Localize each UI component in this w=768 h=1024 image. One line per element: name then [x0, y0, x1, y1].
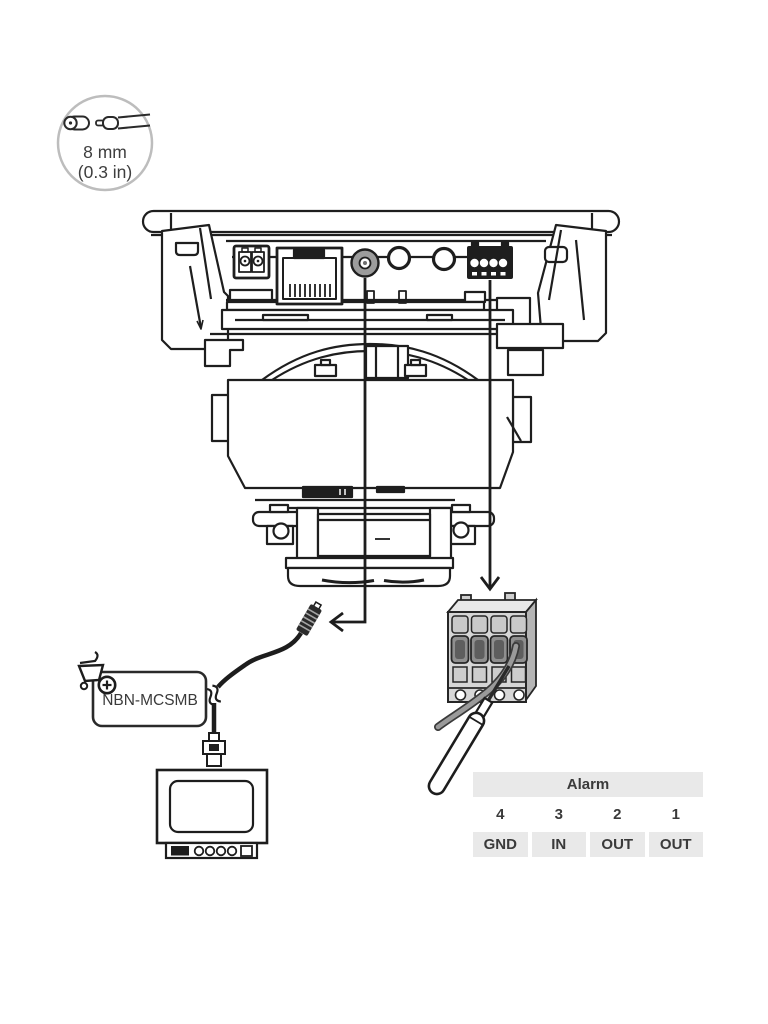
pin-function: OUT — [649, 832, 704, 857]
alarm-pin-table — [473, 772, 703, 857]
pin-number: 2 — [613, 806, 622, 823]
cable-diameter-callout — [58, 96, 152, 190]
alarm-table-title: Alarm — [473, 772, 703, 797]
coax-cable — [218, 633, 301, 687]
bnc-connector — [203, 733, 225, 766]
mounting-flange — [143, 211, 619, 235]
accessory-model-label: NBN-MCSMB — [102, 692, 198, 709]
pin-number: 3 — [554, 806, 563, 823]
audio-out-connector — [434, 249, 455, 270]
video-cable-assembly — [157, 600, 324, 858]
audio-in-connector — [389, 248, 410, 269]
ethernet-rj45-port — [277, 248, 342, 304]
cable-diameter-label-in: (0.3 in) — [77, 162, 133, 182]
bottom-cap — [288, 568, 450, 586]
pin-function: GND — [473, 832, 528, 857]
lens-assembly — [253, 487, 494, 586]
pin-function: IN — [532, 832, 587, 857]
accessory-box — [79, 652, 206, 726]
camera-illustration — [143, 211, 619, 586]
video-out-connector — [352, 250, 379, 277]
smb-connector — [296, 600, 324, 636]
cable-diameter-label-mm: 8 mm — [83, 142, 127, 162]
pin-number: 1 — [671, 806, 680, 823]
camera-body — [212, 380, 531, 488]
pin-number: 4 — [496, 806, 505, 823]
pin-function: OUT — [590, 832, 645, 857]
alarm-io-connector — [467, 242, 513, 279]
power-terminal-connector — [234, 246, 269, 278]
monitor — [157, 770, 267, 858]
